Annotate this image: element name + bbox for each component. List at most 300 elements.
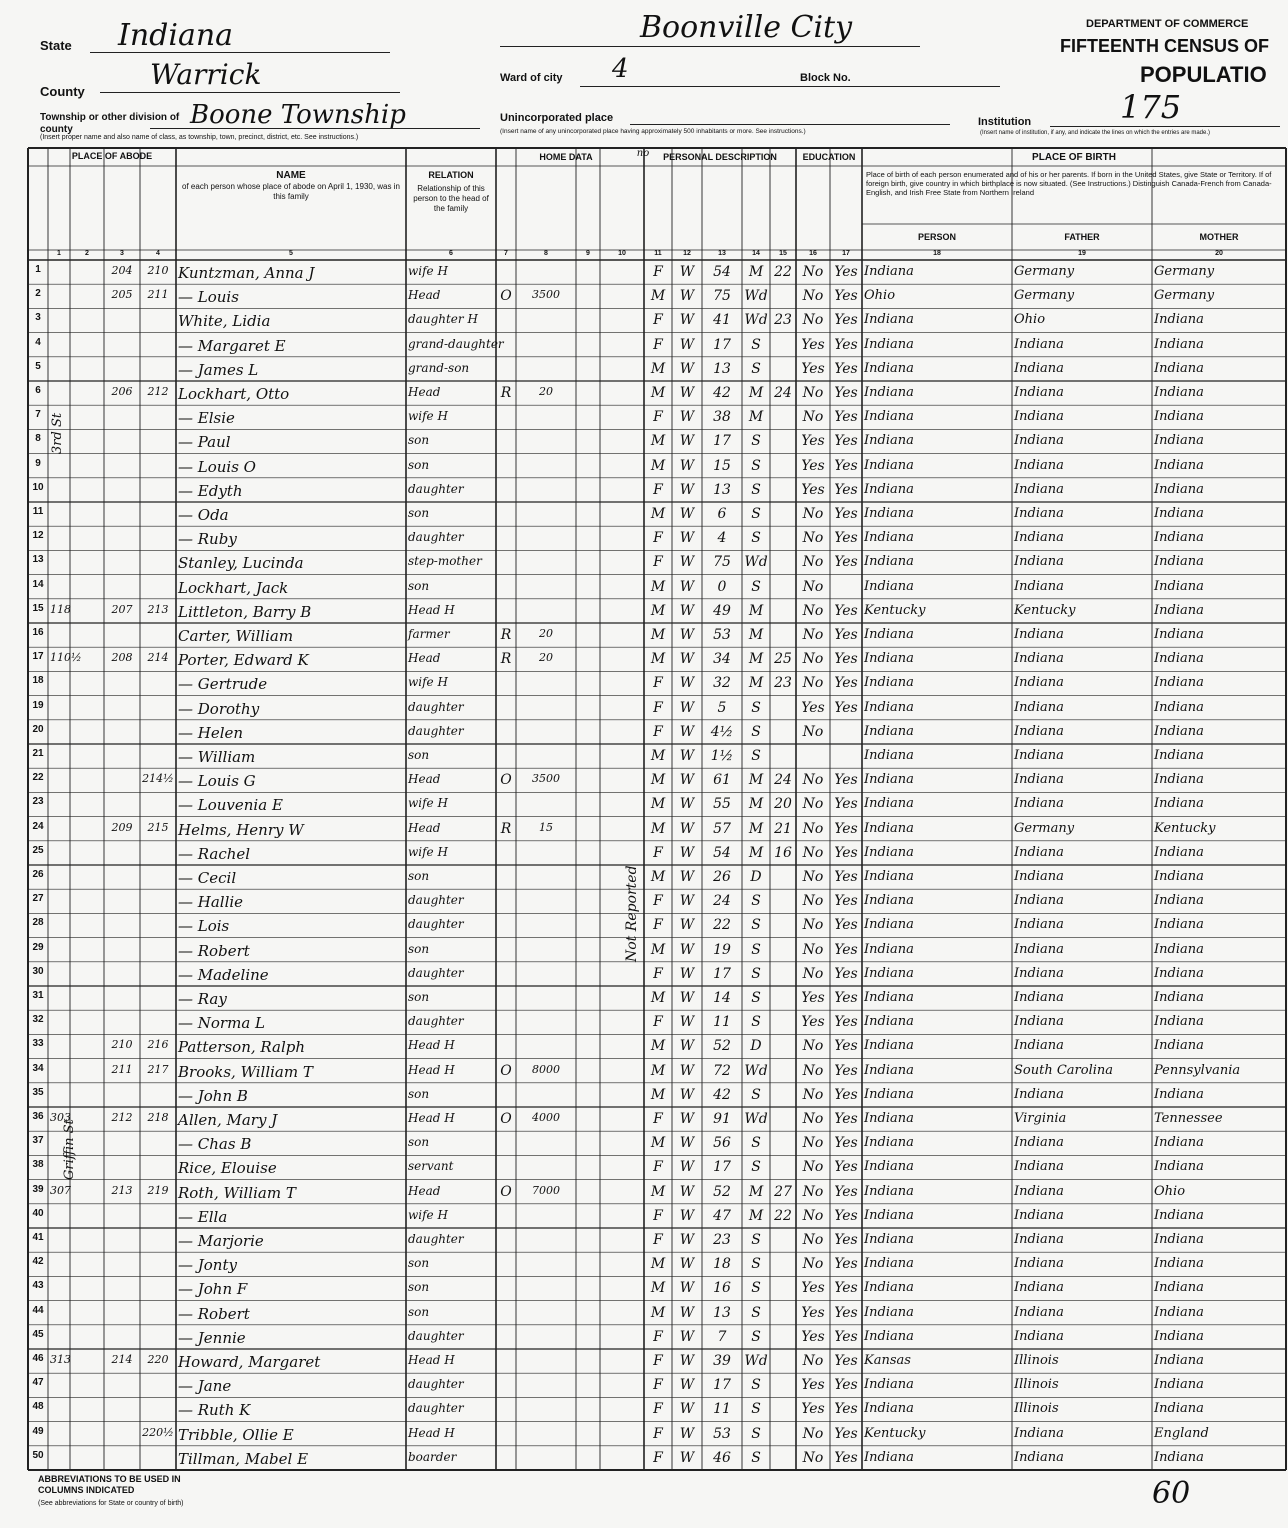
cell-father: Indiana	[1014, 1328, 1064, 1344]
cell-father: Indiana	[1014, 675, 1064, 691]
cell-school: No	[802, 627, 824, 643]
cell-age: 49	[713, 602, 731, 619]
cell-relation: daughter	[408, 530, 464, 545]
cell-race: W	[679, 1086, 695, 1103]
cell-name: — Chas B	[178, 1135, 252, 1154]
cell-school: No	[802, 602, 824, 619]
cell-mother: Indiana	[1154, 1304, 1204, 1320]
cell-street: 110½	[50, 651, 82, 665]
cell-relation: son	[408, 748, 430, 762]
institution-note: (Insert name of institution, if any, and indicate the lines on which the entries are made.)	[980, 130, 1211, 136]
cell-read: Yes	[834, 627, 858, 643]
cell-mother: Indiana	[1154, 360, 1204, 376]
cell-relation: son	[408, 457, 430, 472]
cell-birth: Indiana	[864, 457, 914, 473]
relation-column-header: RELATION	[428, 170, 474, 180]
cell-line: 12	[32, 530, 44, 542]
cell-age: 13	[713, 481, 731, 498]
cell-dwelling: 209	[111, 820, 133, 834]
cell-race: W	[679, 1111, 695, 1127]
cell-marital: M	[748, 264, 764, 280]
cell-race: W	[679, 1353, 695, 1369]
cell-sex: M	[650, 578, 666, 595]
cell-street: 303	[50, 1111, 71, 1124]
cell-sex: M	[650, 796, 666, 813]
cell-race: W	[679, 965, 695, 982]
cell-name: — Ruth K	[178, 1401, 251, 1420]
cell-read: Yes	[834, 433, 858, 450]
cell-father: Indiana	[1014, 723, 1064, 739]
cell-sex: F	[653, 893, 663, 910]
cell-family: 213	[147, 602, 169, 616]
cell-age_marr: 23	[774, 675, 792, 692]
cell-value: 7000	[532, 1183, 560, 1197]
cell-mother: Indiana	[1154, 1377, 1204, 1393]
cell-marital: D	[750, 1038, 762, 1055]
cell-read: Yes	[834, 1014, 858, 1031]
footer-title: ABBREVIATIONS TO BE USED IN COLUMNS INDICATED	[38, 1474, 181, 1495]
cell-birth: Indiana	[864, 1280, 914, 1296]
father-header: FATHER	[1064, 232, 1100, 242]
cell-school: No	[802, 1207, 824, 1224]
cell-name: Lockhart, Otto	[178, 385, 290, 403]
cell-family: 211	[147, 288, 169, 302]
cell-father: Indiana	[1014, 1207, 1064, 1223]
cell-race: W	[679, 1014, 695, 1031]
cell-school: No	[802, 312, 824, 329]
cell-dwelling: 212	[111, 1111, 133, 1124]
cell-line: 21	[32, 748, 44, 759]
cell-age: 72	[713, 1062, 731, 1079]
cell-father: Indiana	[1014, 893, 1064, 909]
institution-underline	[1050, 126, 1280, 127]
cell-read: Yes	[834, 1304, 858, 1321]
cell-father: Indiana	[1014, 1304, 1064, 1320]
cell-name: — Elsie	[178, 409, 235, 428]
cell-relation: son	[408, 941, 430, 956]
cell-name: — Louvenia E	[178, 796, 283, 815]
cell-birth: Indiana	[864, 1449, 914, 1465]
cell-mother: Indiana	[1154, 1449, 1204, 1465]
cell-line: 9	[35, 457, 41, 469]
cell-race: W	[679, 1401, 695, 1418]
cell-line: 13	[32, 554, 44, 566]
cell-relation: son	[408, 869, 430, 883]
cell-line: 19	[32, 699, 44, 711]
cell-race: W	[679, 1062, 695, 1079]
cell-read: Yes	[834, 1377, 858, 1394]
cell-name: — Ruby	[178, 530, 237, 549]
cell-name: — Margaret E	[178, 336, 286, 355]
cell-sex: M	[650, 820, 666, 837]
cell-marital: S	[751, 748, 761, 764]
cell-name: — Jonty	[178, 1256, 237, 1275]
cell-family: 220½	[142, 1425, 174, 1439]
cell-mother: Germany	[1154, 264, 1215, 279]
cell-line: 46	[32, 1353, 44, 1364]
cell-school: No	[802, 578, 824, 595]
cell-age: 53	[713, 1425, 731, 1442]
cell-school: Yes	[801, 990, 825, 1006]
cell-sex: F	[653, 554, 663, 571]
cell-age: 26	[713, 869, 731, 885]
cell-age_marr: 16	[774, 844, 792, 861]
cell-race: W	[679, 651, 695, 668]
cell-dwelling: 211	[111, 1062, 133, 1076]
cell-marital: M	[748, 651, 764, 668]
cell-line: 34	[32, 1062, 44, 1074]
cell-age: 42	[713, 1086, 731, 1103]
cell-relation: son	[408, 578, 430, 593]
cell-mother: Ohio	[1154, 1183, 1186, 1199]
cell-father: Indiana	[1014, 530, 1064, 546]
cell-mother: Germany	[1154, 288, 1215, 304]
cell-relation: daughter H	[408, 312, 478, 327]
county-value: Warrick	[150, 58, 262, 91]
cell-sex: F	[653, 1353, 663, 1369]
department-title: DEPARTMENT OF COMMERCE	[1086, 18, 1249, 30]
cell-sex: F	[653, 1328, 663, 1345]
cell-sex: M	[650, 1086, 666, 1103]
cell-read: Yes	[834, 264, 858, 280]
cell-read: Yes	[834, 651, 858, 668]
cell-mother: Indiana	[1154, 1135, 1204, 1151]
cell-line: 30	[32, 965, 44, 977]
cell-mother: Indiana	[1154, 965, 1204, 981]
cell-name: — Robert	[178, 1304, 250, 1323]
cell-mother: Indiana	[1154, 772, 1204, 788]
cell-relation: Head	[408, 651, 441, 666]
cell-father: Ohio	[1014, 312, 1046, 328]
cell-mother: Indiana	[1154, 748, 1204, 763]
cell-dwelling: 210	[111, 1038, 133, 1052]
cell-relation: Head	[408, 1183, 441, 1198]
cell-father: Indiana	[1014, 506, 1064, 521]
cell-father: Indiana	[1014, 360, 1064, 376]
cell-age: 53	[713, 627, 731, 643]
cell-sex: F	[653, 1449, 663, 1466]
cell-race: W	[679, 481, 695, 498]
cell-age: 47	[713, 1207, 731, 1224]
cell-race: W	[679, 312, 695, 329]
cell-school: Yes	[801, 1377, 825, 1394]
cell-read: Yes	[834, 1135, 858, 1152]
cell-birth: Indiana	[864, 869, 914, 884]
cell-read: Yes	[834, 699, 858, 716]
cell-birth: Indiana	[864, 990, 914, 1005]
cell-age: 23	[713, 1232, 731, 1248]
cell-read: Yes	[834, 1038, 858, 1055]
cell-read: Yes	[834, 1062, 858, 1079]
cell-sex: M	[650, 1183, 666, 1200]
cell-school: Yes	[801, 336, 825, 353]
cell-mother: Indiana	[1154, 530, 1204, 546]
cell-birth: Indiana	[864, 917, 914, 933]
cell-value: 4000	[532, 1111, 560, 1124]
cell-mother: Indiana	[1154, 990, 1204, 1005]
cell-father: Indiana	[1014, 990, 1064, 1005]
cell-race: W	[679, 1304, 695, 1321]
cell-relation: grand-son	[408, 360, 470, 375]
cell-street: 307	[50, 1183, 71, 1197]
cell-birth: Indiana	[864, 796, 914, 812]
cell-mother: Indiana	[1154, 1038, 1204, 1054]
cell-dwelling: 208	[111, 651, 133, 665]
cell-relation: son	[408, 990, 430, 1004]
cell-name: — John B	[178, 1086, 248, 1105]
cell-birth: Indiana	[864, 336, 914, 352]
cell-read: Yes	[834, 506, 858, 522]
home-data-header: HOME DATA	[539, 152, 593, 162]
cell-birth: Indiana	[864, 264, 914, 279]
state-underline	[90, 52, 390, 53]
cell-father: Indiana	[1014, 917, 1064, 933]
cell-marital: M	[748, 409, 764, 426]
cell-sex: M	[650, 1304, 666, 1321]
cell-line: 37	[32, 1135, 44, 1147]
cell-birth: Indiana	[864, 651, 914, 667]
cell-relation: daughter	[408, 481, 464, 496]
cell-name: — Cecil	[178, 869, 237, 887]
cell-mother: Kentucky	[1154, 820, 1216, 836]
cell-relation: Head H	[408, 602, 455, 617]
cell-race: W	[679, 1449, 695, 1466]
cell-name: — Paul	[178, 433, 231, 452]
cell-read: Yes	[834, 554, 858, 571]
cell-birth: Indiana	[864, 578, 914, 594]
cell-dwelling: 205	[111, 288, 133, 302]
cell-relation: son	[408, 433, 430, 448]
cell-name: Helms, Henry W	[178, 820, 304, 839]
cell-marital: M	[748, 1207, 764, 1224]
cell-marital: Wd	[744, 554, 768, 571]
cell-name: — Louis G	[178, 772, 256, 791]
cell-read: Yes	[834, 796, 858, 813]
cell-race: W	[679, 772, 695, 789]
cell-father: Indiana	[1014, 1280, 1064, 1296]
cell-name: — Louis	[178, 288, 239, 307]
cell-name: Carter, William	[178, 627, 294, 645]
cell-relation: Head H	[408, 1425, 455, 1440]
cell-age: 18	[713, 1256, 731, 1273]
cell-age: 15	[713, 457, 731, 474]
cell-line: 20	[32, 723, 44, 735]
cell-school: No	[802, 506, 824, 522]
cell-name: Lockhart, Jack	[178, 578, 289, 597]
cell-line: 35	[32, 1086, 44, 1098]
cell-relation: daughter	[408, 1377, 464, 1392]
cell-mother: Indiana	[1154, 312, 1204, 328]
cell-father: Virginia	[1014, 1111, 1067, 1126]
ward-value: 4	[612, 54, 629, 84]
institution-label: Institution	[978, 116, 1032, 128]
cell-line: 47	[32, 1377, 44, 1389]
cell-sex: F	[653, 675, 663, 692]
cell-line: 5	[35, 360, 41, 372]
cell-line: 43	[32, 1280, 44, 1292]
cell-school: No	[802, 675, 824, 692]
cell-age: 52	[713, 1038, 731, 1055]
cell-relation: Head H	[408, 1062, 455, 1077]
cell-sex: M	[650, 772, 666, 789]
cell-value: 20	[539, 651, 553, 665]
cell-dwelling: 206	[111, 385, 133, 398]
cell-birth: Indiana	[864, 1232, 914, 1247]
cell-line: 10	[32, 481, 44, 493]
cell-sex: M	[650, 941, 666, 958]
cell-father: Illinois	[1014, 1353, 1059, 1368]
cell-race: W	[679, 578, 695, 595]
column-number: 20	[1215, 250, 1223, 257]
cell-sex: F	[653, 1207, 663, 1224]
column-number: 9	[586, 250, 590, 257]
cell-mother: Indiana	[1154, 869, 1204, 884]
census-table	[28, 148, 1286, 1468]
cell-age: 13	[713, 1304, 731, 1321]
cell-read: Yes	[834, 1425, 858, 1442]
cell-mother: Pennsylvania	[1154, 1062, 1241, 1078]
cell-birth: Indiana	[864, 1183, 914, 1199]
cell-mother: Indiana	[1154, 699, 1204, 715]
cell-school: Yes	[801, 1280, 825, 1297]
cell-age: 4	[717, 530, 727, 547]
cell-read: Yes	[834, 312, 858, 329]
cell-name: Patterson, Ralph	[178, 1038, 306, 1057]
cell-family: 214½	[142, 772, 174, 786]
cell-sex: F	[653, 723, 663, 740]
cell-read: Yes	[834, 602, 858, 619]
cell-family: 215	[147, 820, 169, 834]
cell-marital: Wd	[744, 1353, 768, 1369]
cell-name: — Ray	[178, 990, 227, 1008]
cell-read: Yes	[834, 481, 858, 498]
cell-value: 20	[539, 627, 553, 640]
cell-race: W	[679, 554, 695, 571]
cell-school: No	[802, 1111, 824, 1127]
cell-father: Indiana	[1014, 385, 1064, 400]
column-number: 13	[718, 250, 726, 257]
cell-school: No	[802, 530, 824, 547]
cell-line: 4	[35, 336, 41, 348]
cell-line: 48	[32, 1401, 44, 1413]
cell-relation: wife H	[408, 844, 448, 859]
cell-age: 16	[713, 1280, 731, 1297]
cell-school: No	[802, 893, 824, 910]
cell-marital: S	[751, 336, 761, 353]
cell-relation: wife H	[408, 264, 448, 278]
cell-father: Indiana	[1014, 965, 1064, 981]
cell-line: 24	[32, 820, 44, 832]
cell-read: Yes	[834, 385, 858, 401]
cell-relation: boarder	[408, 1449, 457, 1464]
cell-relation: wife H	[408, 675, 448, 690]
column-number: 2	[85, 250, 89, 257]
cell-relation: daughter	[408, 1014, 464, 1029]
cell-school: No	[802, 1135, 824, 1152]
cell-relation: son	[408, 506, 430, 520]
cell-tenure: O	[500, 1183, 512, 1200]
cell-name: — Dorothy	[178, 699, 260, 718]
township-label: Township or other division of county	[40, 112, 180, 135]
cell-age: 32	[713, 675, 731, 692]
cell-marital: S	[751, 1377, 761, 1394]
cell-race: W	[679, 820, 695, 837]
cell-age: 4½	[710, 723, 734, 740]
cell-race: W	[679, 869, 695, 885]
township-value: Boone Township	[190, 100, 406, 130]
cell-marital: Wd	[744, 1062, 768, 1079]
cell-marital: S	[751, 1449, 761, 1466]
cell-school: Yes	[801, 1014, 825, 1031]
cell-school: Yes	[801, 1304, 825, 1321]
cell-relation: daughter	[408, 1328, 464, 1343]
cell-birth: Indiana	[864, 965, 914, 981]
cell-age: 75	[713, 554, 731, 571]
cell-birth: Indiana	[864, 844, 914, 860]
cell-father: Indiana	[1014, 1135, 1064, 1151]
cell-line: 8	[35, 433, 41, 445]
cell-read: Yes	[834, 965, 858, 982]
cell-mother: Indiana	[1154, 1280, 1204, 1296]
cell-marital: S	[751, 1280, 761, 1297]
cell-sex: F	[653, 1232, 663, 1248]
cell-dwelling: 207	[111, 602, 133, 616]
cell-marital: S	[751, 1425, 761, 1442]
cell-line: 15	[32, 602, 44, 614]
cell-age: 17	[713, 1377, 731, 1394]
cell-school: No	[802, 409, 824, 426]
cell-age_marr: 24	[774, 385, 792, 401]
column-number: 10	[618, 250, 626, 257]
cell-mother: Indiana	[1154, 723, 1204, 739]
cell-line: 36	[32, 1111, 44, 1122]
cell-marital: Wd	[744, 1111, 768, 1127]
cell-age: 55	[713, 796, 731, 813]
cell-marital: S	[751, 578, 761, 595]
cell-relation: daughter	[408, 893, 464, 908]
cell-marital: S	[751, 1014, 761, 1031]
cell-read: Yes	[834, 530, 858, 547]
cell-age: 11	[713, 1401, 731, 1418]
cell-father: Indiana	[1014, 1425, 1064, 1441]
cell-age: 56	[713, 1135, 731, 1152]
cell-sex: F	[653, 481, 663, 498]
cell-birth: Indiana	[864, 530, 914, 546]
cell-birth: Indiana	[864, 1207, 914, 1223]
cell-marital: Wd	[744, 312, 768, 329]
cell-line: 22	[32, 772, 44, 784]
cell-school: No	[802, 820, 824, 837]
cell-line: 18	[32, 675, 44, 687]
cell-birth: Indiana	[864, 1377, 914, 1393]
cell-father: Indiana	[1014, 336, 1064, 352]
cell-relation: daughter	[408, 699, 464, 714]
cell-sex: F	[653, 530, 663, 547]
cell-relation: Head	[408, 772, 441, 787]
cell-school: No	[802, 1425, 824, 1442]
cell-tenure: R	[500, 627, 512, 643]
cell-relation: son	[408, 1280, 430, 1295]
cell-school: Yes	[801, 481, 825, 498]
cell-name: — Jennie	[178, 1328, 246, 1347]
cell-father: Indiana	[1014, 796, 1064, 812]
cell-age: 6	[717, 506, 727, 522]
cell-birth: Indiana	[864, 506, 914, 521]
cell-school: No	[802, 796, 824, 813]
cell-sex: M	[650, 990, 666, 1006]
cell-school: No	[802, 1353, 824, 1369]
cell-read: Yes	[834, 360, 858, 377]
